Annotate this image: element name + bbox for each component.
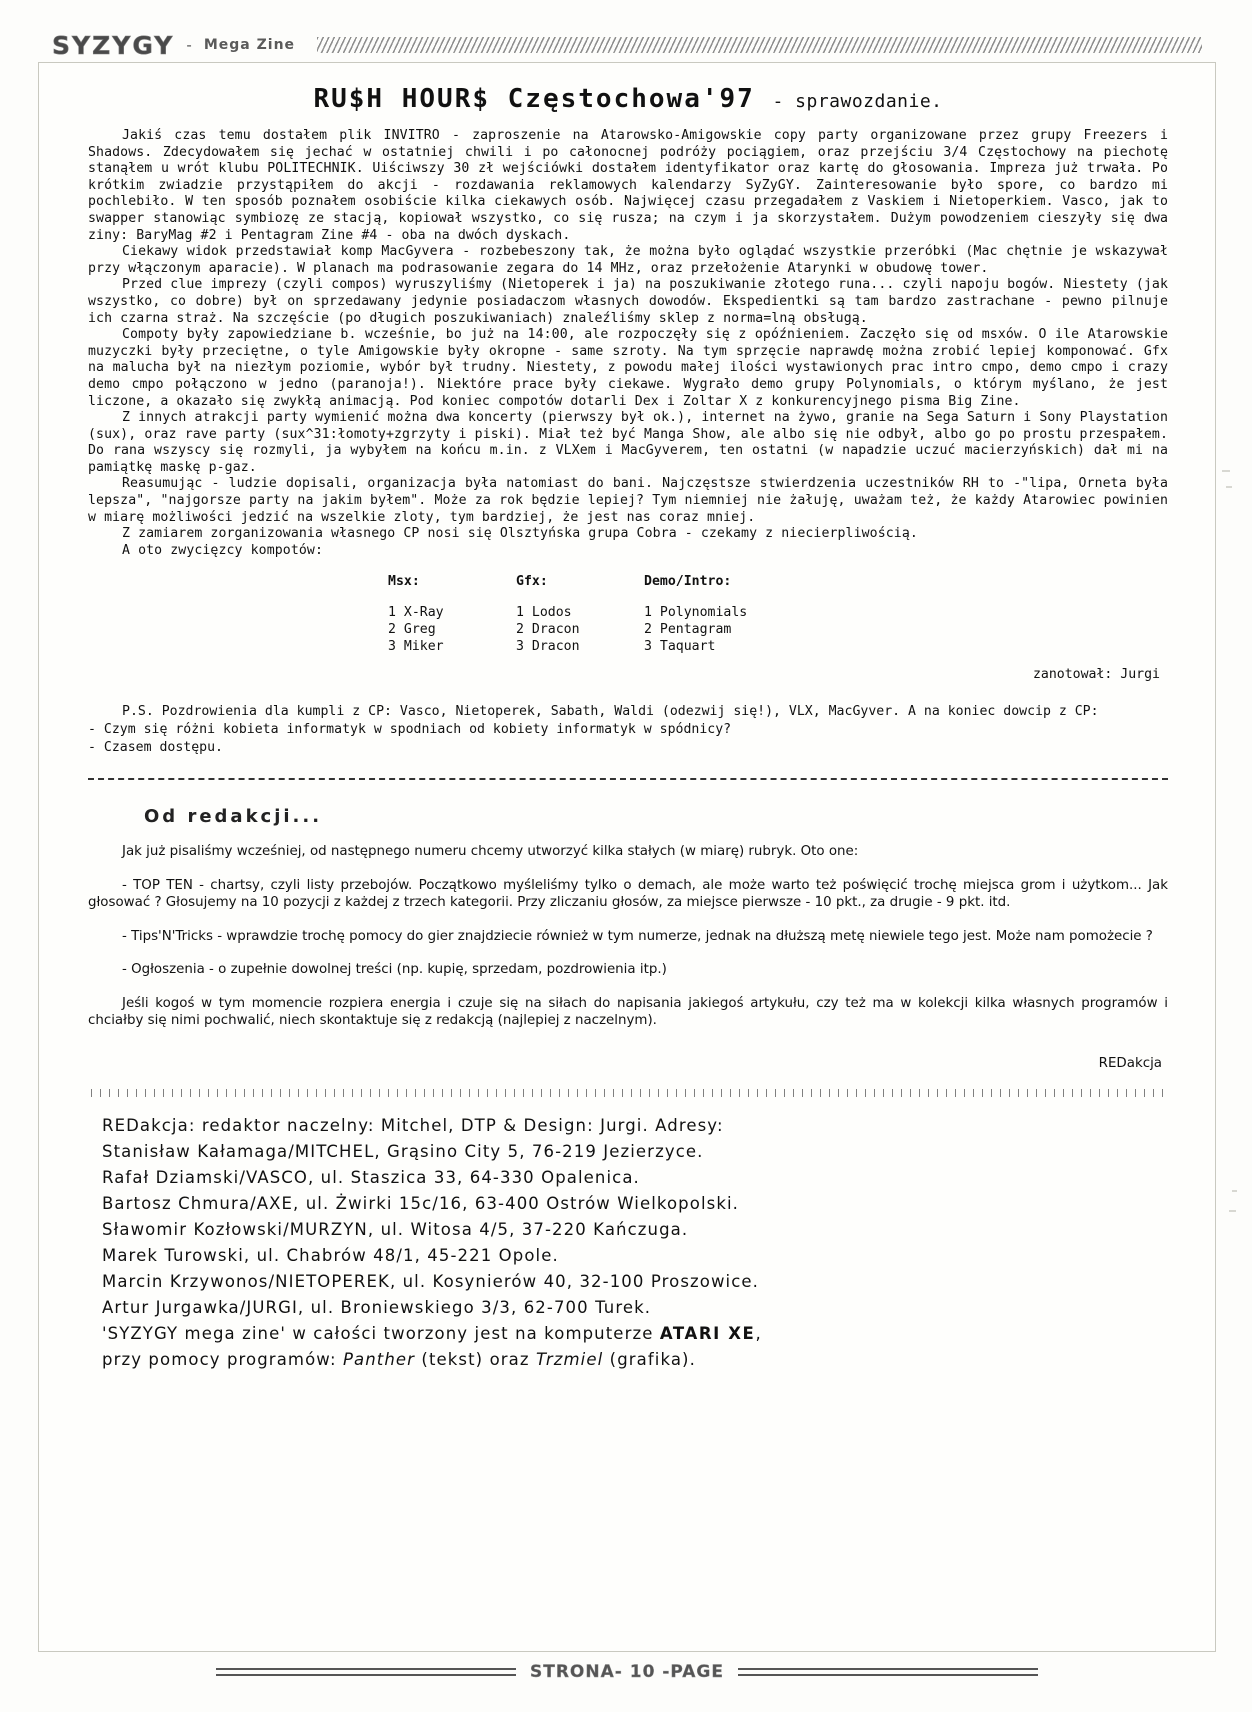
compo-cell: 2 Dracon	[516, 622, 580, 638]
article-title-sub: - sprawozdanie.	[772, 91, 943, 112]
credits-line: Marcin Krzywonos/NIETOPEREK, ul. Kosynierów 40, 32-100 Proszowice.	[102, 1271, 760, 1291]
editorial-paragraph: Jak już pisaliśmy wcześniej, od następnego numeru chcemy utworzyć kilka stałych (w miarę) rubryk. Oto one:	[122, 844, 859, 860]
page-footer	[38, 1662, 1216, 1682]
compo-cell: 2 Greg	[388, 622, 436, 638]
footer-rule-right	[738, 1668, 1038, 1676]
masthead	[52, 28, 1202, 62]
credits-line: Marek Turowski, ul. Chabrów 48/1, 45-221 Opole.	[102, 1245, 559, 1265]
compo-cell: 1 X-Ray	[388, 605, 444, 621]
credits-line: Bartosz Chmura/AXE, ul. Żwirki 15c/16, 63-400 Ostrów Wielkopolski.	[102, 1193, 740, 1213]
credits-divider	[88, 1089, 1168, 1097]
credits-tools-line	[102, 1347, 1168, 1373]
article-postscript	[88, 704, 1168, 756]
compo-column-header: Demo/Intro:	[644, 574, 732, 590]
section-divider	[88, 778, 1168, 780]
compo-results-table	[88, 573, 1168, 655]
editorial-paragraph: - Ogłoszenia - o zupełnie dowolnej treści (np. kupię, sprzedam, pozdrowienia itp.)	[122, 962, 667, 978]
credits-line: Sławomir Kozłowski/MURZYN, ul. Witosa 4/5, 37-220 Kańczuga.	[102, 1219, 689, 1239]
credits-tool-suffix: (grafika).	[603, 1349, 696, 1369]
credits-tool-name: Panther	[342, 1349, 416, 1369]
compo-cell: 3 Dracon	[516, 639, 580, 655]
credits-line: Rafał Dziamski/VASCO, ul. Staszica 33, 64-330 Opalenica.	[102, 1167, 640, 1187]
article-paragraph: Z zamiarem zorganizowania własnego CP nosi się Olsztyńska grupa Cobra - czekamy z niecierpliwością.	[122, 526, 918, 542]
compo-results-header-row	[88, 573, 1168, 590]
editorial-paragraph: - Tips'N'Tricks - wprawdzie trochę pomocy do gier znajdziecie również w tym numerze, jednak na dłuższą metę niewiele tego jest. Może nam pomożecie ?	[122, 928, 1153, 944]
compo-cell: 3 Taquart	[644, 639, 716, 655]
article-title-main: RU$H HOUR$ Częstochowa'97	[313, 84, 755, 114]
credits-line: REDakcja: redaktor naczelny: Mitchel, DTP & Design: Jurgi. Adresy:	[102, 1115, 724, 1135]
article-paragraph: Compoty były zapowiedziane b. wcześnie, bo już na 14:00, ale rozpoczęły się z opóźnieniem. Zaczęło się od msxów. O ile Atarowskie muzyczki były przeciętne, o tyle Amigowskie były okropne - same szroty. Na tym sprzęcie naprawdę można zrobić lepiej komponować. Gfx na malucha był na niezłym poziomie, wybór był trudny. Niestety, z powodu małej ilości wystawionych prac intro cmpo, demo cmpo i crazy demo cmpo połączono w jedno (paranoja!). Niektóre prace były ciekawe. Wygrało demo grupy Polynomials, o którym myślano, że jest liczone, a okazało się zwykłą animacją. Pod koniec compotów dotarli Dex i Zoltar X z konkurencyjnego pisma Big Zine.	[88, 327, 1168, 409]
article-paragraph: Reasumując - ludzie dopisali, organizacja była natomiast do bani. Najczęstsze stwierdzenia uczestników RH to -"lipa, Orneta była lepsza", "najgorsze party na jakim byłem". Może za rok będzie lepiej? Tym niemniej nie żałuję, uważam też, że każdy Atarowiec powinien w miarę możliwości jedzić na wszelkie zloty, tym bardziej, że jest nas coraz mniej.	[88, 476, 1168, 525]
table-row	[88, 604, 1168, 621]
credits-tool-suffix: (tekst) oraz	[415, 1349, 536, 1369]
article-paragraph: Z innych atrakcji party wymienić można dwa koncerty (pierwszy był ok.), internet na żywo, granie na Sega Saturn i Sony Playstation (sux), oraz rave party (sux^31:łomoty+zgrzyty i piski). Miał też być Manga Show, ale albo się nie odbył, albo go po prostu przespałem. Do rana wszyscy się rozmyli, ja wybyłem na końcu m.in. z VLXem i MacGyverem, ten ostatni (w napadzie uczuć macierzyńskich) dał mi na pamiątkę maskę p-gaz.	[88, 410, 1168, 475]
article-paragraph: Ciekawy widok przedstawiał komp MacGyvera - rozbebeszony tak, że można było oglądać wszystkie przeróbki (Mac chętnie je wskazywał przy włączonym aparacie). W planach ma podrasowanie zegara do 14 MHz, oraz przełożenie Atarynki w obudowę tower.	[88, 244, 1168, 276]
page-number-label: STRONA- 10 -PAGE	[530, 1662, 724, 1682]
compo-results-body	[88, 604, 1168, 655]
editorial-heading: Od redakcji...	[144, 806, 323, 828]
article-title	[88, 84, 1168, 114]
table-row	[88, 638, 1168, 655]
postscript-joke-line: - Czym się różni kobieta informatyk w spodniach od kobiety informatyk w spódnicy?	[88, 722, 732, 738]
compo-cell: 2 Pentagram	[644, 622, 732, 638]
zine-logo: SYZYGY	[52, 30, 175, 60]
editorial-paragraph: Jeśli kogoś w tym momencie rozpiera energia i czuje się na siłach do napisania jakiegoś artykułu, czy też ma w kolekcji kilka własnych programów i chciałby się nimi pochwalić, niech skontaktuje się z redakcją (najlepiej z naczelnym).	[88, 995, 1168, 1029]
editorial-paragraph: - TOP TEN - chartsy, czyli listy przebojów. Początkowo myśleliśmy tylko o demach, ale może warto też poświęcić trochę miejsca grom i użytkom... Jak głosować ? Głosujemy na 10 pozycji z każdej z trzech kategorii. Przy zliczaniu głosów, za miejsce pierwsze - 10 pkt., za drugie - 9 pkt. itd.	[88, 877, 1168, 911]
credits-machine-suffix: ,	[755, 1323, 762, 1343]
credits-machine-line	[102, 1321, 1168, 1347]
masthead-subtitle: Mega Zine	[203, 37, 296, 53]
credits-tool-name: Trzmiel	[535, 1349, 604, 1369]
article-paragraph: Jakiś czas temu dostałem plik INVITRO - zaproszenie na Atarowsko-Amigowskie copy party organizowane przez grupy Freezers i Shadows. Zdecydowałem się jechać w ostatniej chwili i po całonocnej podróży pociągiem, oraz przejściu 3/4 Częstochowy na piechotę stanąłem u wrót klubu POLITECHNIK. Uiściwszy 30 zł wejściówki dostałem identyfikator oraz kartę do głosowania. Impreza już trwała. Po krótkim zwiadzie przystąpiłem do akcji - rozdawania reklamowych kalendarzy SyZyGY. Zainteresowanie było spore, co bardzo mi pochlebiło. W ten sposób poznałem osobiście kilka ciekawych osób. Najwięcej czasu przegadałem z Vaskiem i Nietoperkiem. Vasco, jak to swapper stanowiąc symbiozę ze stacją, kopiował wszystko, co się rusza; na czym i ja skorzystałem. Dużym powodzeniem cieszyły się dwa ziny: BaryMag #2 i Pentagram Zine #4 - oba na dwóch dyskach.	[88, 128, 1168, 243]
article-paragraph: Przed clue imprezy (czyli compos) wyruszyliśmy (Nietoperek i ja) na poszukiwanie złotego runa... czyli napoju bogów. Niestety (jak wszystko, co dobre) był on sprzedawany jedynie posiadaczom własnych dowodów. Ekspedientki są tam bardzo zastrachane - pewno pilnuje ich czarna straż. Na szczęście (po długich poszukiwaniach) znaleźliśmy sklep z norma=lną obsługą.	[88, 277, 1168, 326]
article-content	[88, 84, 1168, 1373]
editorial-signoff: REDakcja	[1098, 1055, 1162, 1071]
article-signoff: zanotował: Jurgi	[1032, 667, 1160, 683]
credits-block	[88, 1113, 1168, 1373]
scan-speck	[1222, 470, 1230, 472]
compo-cell: 1 Lodos	[516, 605, 572, 621]
masthead-dash: -	[186, 36, 192, 54]
compo-column-header: Msx:	[388, 574, 420, 590]
compo-cell: 1 Polynomials	[644, 605, 748, 621]
postscript-lead: P.S. Pozdrowienia dla kumpli z CP: Vasco, Nietoperek, Sabath, Waldi (odezwij się!), VLX, MacGyver. A na koniec dowcip z CP:	[122, 704, 1099, 720]
credits-line: Artur Jurgawka/JURGI, ul. Broniewskiego 3/3, 62-700 Turek.	[102, 1297, 652, 1317]
credits-machine-name: ATARI XE	[659, 1323, 756, 1343]
table-row	[88, 621, 1168, 638]
compo-cell: 3 Miker	[388, 639, 444, 655]
credits-line: Stanisław Kałamaga/MITCHEL, Grąsino City 5, 76-219 Jezierzyce.	[102, 1141, 704, 1161]
article-paragraph: A oto zwycięzcy kompotów:	[122, 542, 323, 558]
footer-rule-left	[216, 1668, 516, 1676]
scan-speck	[1229, 1210, 1236, 1212]
scan-speck	[1226, 486, 1232, 488]
masthead-hatch-decoration	[317, 37, 1202, 53]
postscript-joke-line: - Czasem dostępu.	[88, 739, 223, 755]
credits-tools-prefix: przy pomocy programów:	[102, 1349, 343, 1369]
scan-speck	[1232, 1190, 1237, 1192]
compo-column-header: Gfx:	[516, 574, 548, 590]
credits-machine-prefix: 'SYZYGY mega zine' w całości tworzony jest na komputerze	[102, 1323, 660, 1343]
